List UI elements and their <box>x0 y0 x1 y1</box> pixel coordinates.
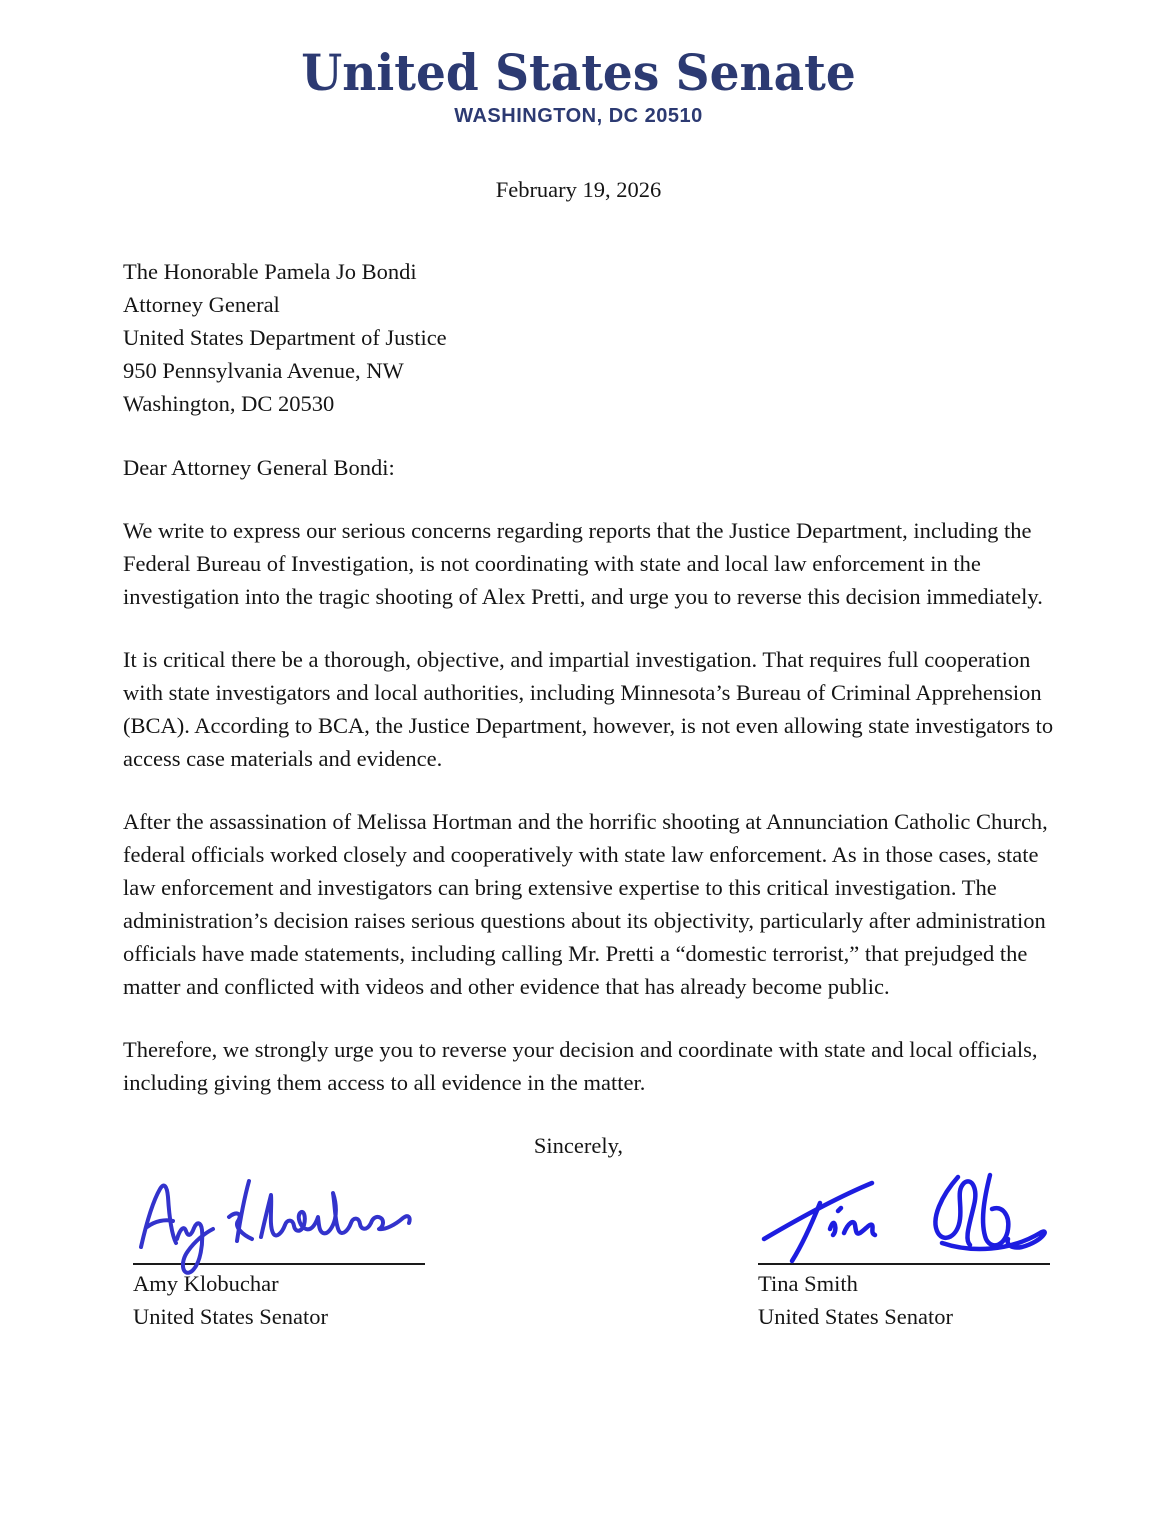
salutation: Dear Attorney General Bondi: <box>123 455 395 480</box>
signatory-name: Tina Smith <box>758 1271 858 1296</box>
signature-ink-tina-smith <box>758 1177 1050 1269</box>
letterhead <box>0 0 1157 129</box>
signature-ink-amy-klobuchar <box>133 1177 425 1269</box>
signatory-name: Amy Klobuchar <box>133 1271 279 1296</box>
signature-row <box>0 1159 1157 1333</box>
body-paragraph: It is critical there be a thorough, objective, and impartial investigation. That requires full cooperation with state investigators and local authorities, including Minnesota’s Bureau of Criminal Apprehension (BCA). According to BCA, the Justice Department, however, is not even allowing state investigators to access case materials and evidence. <box>123 647 1054 771</box>
recipient-line: Attorney General <box>123 292 280 317</box>
signatory-title: United States Senator <box>758 1304 953 1329</box>
closing-sincerely: Sincerely, <box>533 1133 624 1158</box>
body-paragraph: We write to express our serious concerns regarding reports that the Justice Department, including the Federal Bureau of Investigation, is not coordinating with state and local law enforcement in the investigation into the tragic shooting of Alex Pretti, and urge you to reverse this decision immediately. <box>123 518 1043 609</box>
letterhead-title: United States Senate <box>301 44 856 103</box>
signatory-title: United States Senator <box>133 1304 328 1329</box>
signature-block-amy-klobuchar <box>133 1177 425 1333</box>
signature-block-tina-smith <box>758 1177 1050 1333</box>
body-paragraph: Therefore, we strongly urge you to reverse your decision and coordinate with state and local officials, including giving them access to all evidence in the matter. <box>123 1037 1038 1095</box>
recipient-line: The Honorable Pamela Jo Bondi <box>123 259 417 284</box>
letterhead-address: WASHINGTON, DC 20510 <box>454 105 703 127</box>
letter-date: February 19, 2026 <box>495 177 662 202</box>
handwritten-signature-amy-klobuchar <box>133 1169 433 1279</box>
recipient-line: Washington, DC 20530 <box>123 391 335 416</box>
recipient-line: 950 Pennsylvania Avenue, NW <box>123 358 404 383</box>
recipient-line: United States Department of Justice <box>123 325 447 350</box>
recipient-address-block <box>123 255 1157 420</box>
handwritten-signature-tina-smith <box>758 1169 1058 1279</box>
body-paragraph: After the assassination of Melissa Hortman and the horrific shooting at Annunciation Catholic Church, federal officials worked closely and cooperatively with state law enforcement. As in those cases, state law enforcement and investigators can bring extensive expertise to this critical investigation. The administration’s decision raises serious questions about its objectivity, particularly after administration officials have made statements, including calling Mr. Pretti a “domestic terrorist,” that prejudged the matter and conflicted with videos and other evidence that has already become public. <box>123 809 1048 999</box>
